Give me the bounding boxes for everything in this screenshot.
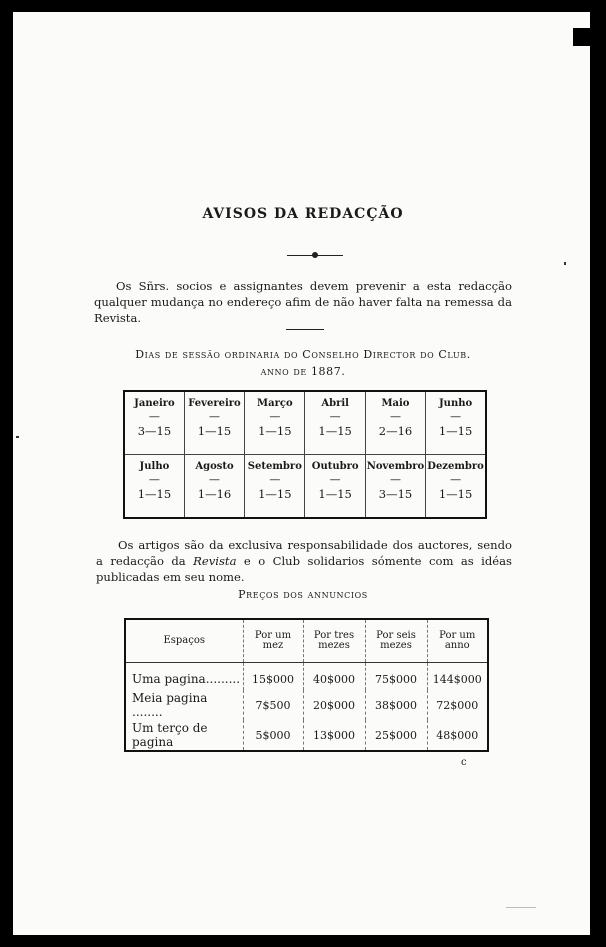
meeting-cell: Janeiro — 3—15 bbox=[124, 391, 184, 455]
section-rule bbox=[286, 329, 324, 330]
month-label: Julho bbox=[139, 461, 170, 472]
scan-speck bbox=[564, 262, 566, 265]
table-row bbox=[125, 720, 488, 751]
notice-paragraph: Os Sñrs. socios e assignantes devem prevenir a esta redacção qualquer mudança no endereço afim de não haver falta na remessa da Revista. bbox=[94, 279, 512, 325]
month-label: Março bbox=[257, 398, 293, 409]
scan-speck bbox=[506, 907, 536, 908]
meeting-cell: Dezembro — 1—15 bbox=[426, 455, 486, 519]
price-cell: 72$000 bbox=[436, 698, 479, 712]
meeting-cell: Fevereiro — 1—15 bbox=[184, 391, 244, 455]
month-label: Novembro bbox=[366, 461, 425, 472]
meeting-cell: Agosto — 1—16 bbox=[184, 455, 244, 519]
meeting-days: 1—15 bbox=[318, 487, 352, 501]
prices-header-three-months: Por tres mezes bbox=[303, 619, 365, 663]
page-tab-mark bbox=[573, 28, 606, 46]
month-label: Junho bbox=[438, 398, 473, 409]
meeting-cell: Março — 1—15 bbox=[245, 391, 305, 455]
meeting-days: 1—15 bbox=[197, 424, 232, 438]
title-ornament-dot bbox=[312, 252, 318, 258]
month-label: Maio bbox=[381, 398, 410, 409]
meeting-days: 1—15 bbox=[258, 487, 292, 501]
price-cell: 7$500 bbox=[243, 690, 303, 720]
month-label: Janeiro bbox=[134, 398, 175, 409]
price-cell: 144$000 bbox=[432, 672, 482, 686]
price-cell: 13$000 bbox=[303, 720, 365, 751]
prices-header-spaces: Espaços bbox=[125, 619, 243, 663]
meeting-cell: Setembro — 1—15 bbox=[245, 455, 305, 519]
price-cell: 15$000 bbox=[243, 663, 303, 691]
signature-mark: c bbox=[461, 757, 467, 768]
meeting-days: 1—15 bbox=[137, 487, 172, 501]
space-label: Meia pagina ........ bbox=[125, 690, 243, 720]
prices-header-month: Por um mez bbox=[243, 619, 303, 663]
sessions-heading: Dias de sessão ordinaria do Conselho Director do Club. bbox=[135, 348, 471, 361]
meeting-days: 2—16 bbox=[378, 424, 413, 438]
meeting-cell: Julho — 1—15 bbox=[124, 455, 184, 519]
meeting-days: 3—15 bbox=[137, 424, 172, 438]
meeting-days: 1—15 bbox=[258, 424, 292, 438]
space-label: Uma pagina......... bbox=[125, 663, 243, 691]
month-label: Fevereiro bbox=[188, 398, 241, 409]
meeting-days: 1—15 bbox=[438, 424, 473, 438]
meeting-cell: Outubro — 1—15 bbox=[305, 455, 365, 519]
price-cell: 25$000 bbox=[365, 720, 427, 751]
price-cell: 40$000 bbox=[303, 663, 365, 691]
meeting-days: 1—15 bbox=[438, 487, 473, 501]
prices-heading: Preços dos annuncios bbox=[238, 588, 368, 601]
meeting-cell: Abril — 1—15 bbox=[305, 391, 365, 455]
meeting-cell: Junho — 1—15 bbox=[426, 391, 486, 455]
meetings-table bbox=[123, 390, 487, 519]
prices-header-six-months: Por seis mezes bbox=[365, 619, 427, 663]
scan-speck bbox=[16, 436, 19, 438]
meeting-cell: Novembro — 3—15 bbox=[365, 455, 425, 519]
month-label: Abril bbox=[321, 398, 349, 409]
meeting-days: 1—15 bbox=[318, 424, 352, 438]
price-cell: 5$000 bbox=[243, 720, 303, 751]
month-label: Setembro bbox=[247, 461, 302, 472]
price-cell: 48$000 bbox=[436, 728, 479, 742]
prices-table bbox=[124, 618, 489, 752]
meeting-cell: Maio — 2—16 bbox=[365, 391, 425, 455]
table-row bbox=[125, 663, 488, 691]
responsibility-paragraph: Os artigos são da exclusiva responsabilidade dos auctores, sendo a redacção da Revista e o Club solidarios sómente com as idéas publicadas em seu nome. bbox=[96, 538, 512, 584]
month-label: Agosto bbox=[195, 461, 234, 472]
month-label: Outubro bbox=[311, 461, 359, 472]
meeting-days: 1—16 bbox=[197, 487, 232, 501]
meeting-days: 3—15 bbox=[378, 487, 413, 501]
price-cell: 75$000 bbox=[365, 663, 427, 691]
space-label: Um terço de pagina bbox=[125, 720, 243, 751]
sessions-year: anno de 1887. bbox=[260, 365, 346, 378]
month-label: Dezembro bbox=[427, 461, 484, 472]
price-cell: 38$000 bbox=[365, 690, 427, 720]
page-title: AVISOS DA REDACÇÃO bbox=[202, 206, 404, 222]
table-row bbox=[125, 690, 488, 720]
price-cell: 20$000 bbox=[303, 690, 365, 720]
prices-header-year: Por um anno bbox=[427, 619, 488, 663]
